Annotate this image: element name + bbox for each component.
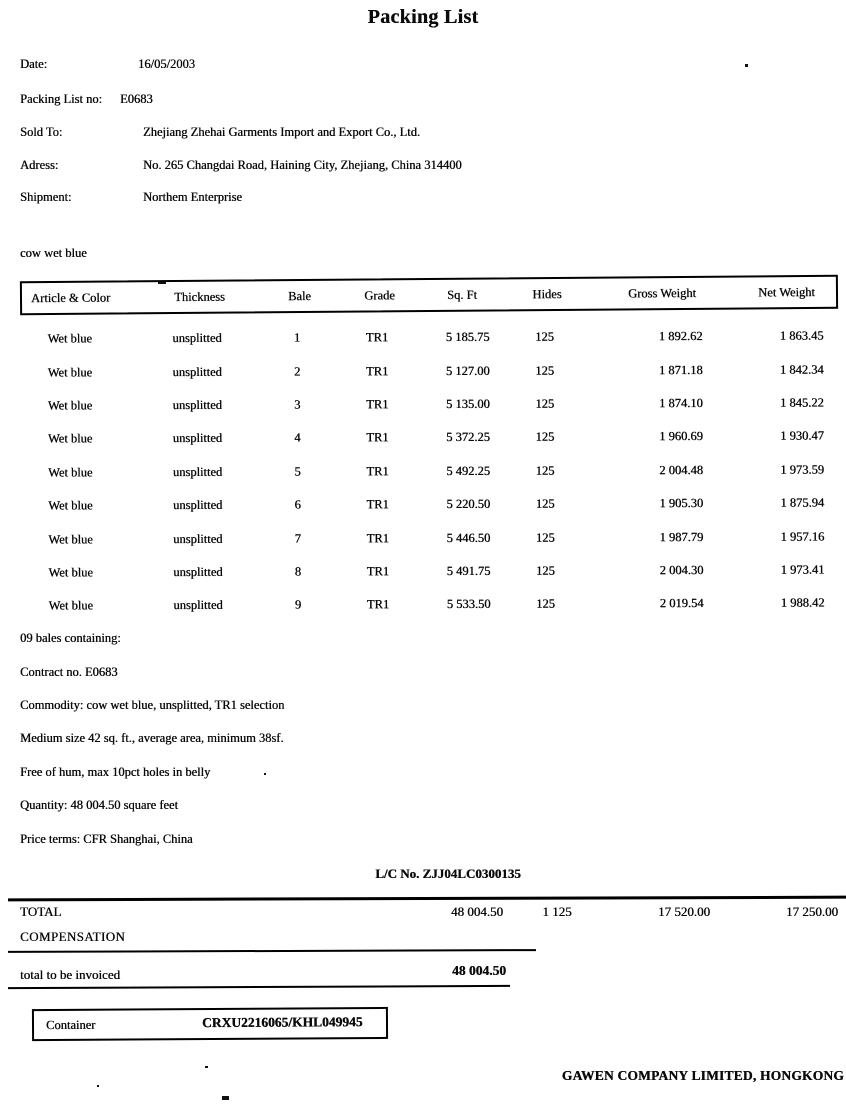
- cell-hides: 125: [535, 363, 555, 378]
- note-line: 09 bales containing:: [20, 631, 121, 646]
- cell-hides: 125: [535, 429, 555, 444]
- cell-sqft: 5 491.75: [446, 563, 491, 578]
- cell-sqft: 5 372.25: [446, 430, 490, 445]
- col-gross-weight: Gross Weight: [627, 285, 696, 300]
- cell-gross-weight: 1 905.30: [659, 496, 704, 511]
- scan-speck: [222, 1096, 229, 1100]
- cell-article: Wet blue: [47, 465, 93, 480]
- note-line: Free of hum, max 10pct holes in belly: [20, 764, 211, 779]
- cell-hides: 125: [535, 496, 555, 511]
- total-rule: [8, 896, 846, 902]
- container-number: CRXU2216065/KHL049945: [201, 1014, 363, 1031]
- cell-bale: 5: [294, 464, 301, 479]
- cell-sqft: 5 492.25: [446, 463, 491, 478]
- cell-grade: TR1: [366, 564, 390, 579]
- address-value: No. 265 Changdai Road, Haining City, Zhejiang, China 314400: [143, 158, 462, 172]
- table-row: [19, 319, 837, 356]
- cell-grade: TR1: [366, 497, 389, 512]
- col-article-color: Article & Color: [30, 290, 111, 305]
- total-hides: 1 125: [542, 904, 572, 919]
- cell-bale: 4: [294, 430, 301, 445]
- sold-to-value: Zhejiang Zhehai Garments Import and Export Co., Ltd.: [143, 125, 421, 139]
- cell-net-weight: 1 988.42: [780, 595, 825, 610]
- scan-speck: [97, 1085, 99, 1087]
- cell-sqft: 5 185.75: [445, 329, 490, 345]
- table-body: [19, 319, 838, 623]
- cell-gross-weight: 2 019.54: [659, 596, 704, 611]
- container-box: [32, 1007, 388, 1041]
- cell-sqft: 5 135.00: [445, 396, 490, 411]
- cell-article: Wet blue: [47, 331, 92, 346]
- cell-bale: 6: [294, 497, 301, 512]
- table-row: [20, 453, 838, 490]
- cell-thickness: unsplitted: [172, 397, 222, 412]
- table-row: [20, 553, 838, 590]
- cell-article: Wet blue: [47, 364, 93, 380]
- col-bale: Bale: [287, 288, 312, 303]
- col-thickness: Thickness: [174, 289, 225, 304]
- cell-thickness: unsplitted: [172, 464, 223, 479]
- cell-article: Wet blue: [47, 398, 93, 413]
- total-sqft: 48 004.50: [451, 904, 503, 919]
- cell-thickness: unsplitted: [172, 497, 223, 513]
- scan-speck: [205, 1066, 208, 1068]
- note-line: Contract no. E0683: [20, 664, 118, 679]
- cell-gross-weight: 1 871.18: [658, 362, 703, 377]
- scan-speck: [158, 282, 166, 284]
- cell-thickness: unsplitted: [173, 564, 223, 579]
- cell-gross-weight: 2 004.30: [659, 562, 704, 578]
- note-line: Quantity: 48 004.50 square feet: [20, 798, 178, 813]
- cell-thickness: unsplitted: [172, 330, 222, 346]
- total-gross: 17 520.00: [658, 904, 710, 919]
- cell-gross-weight: 1 987.79: [659, 529, 704, 544]
- cell-net-weight: 1 863.45: [779, 328, 824, 343]
- note-line: Price terms: CFR Shanghai, China: [20, 831, 193, 846]
- table-row: [20, 486, 838, 523]
- page-title: Packing List: [367, 6, 479, 28]
- cell-bale: 1: [293, 330, 301, 345]
- compensation-rule: [8, 949, 536, 953]
- scan-speck: [745, 64, 748, 67]
- note-line: Commodity: cow wet blue, unsplitted, TR1 selection: [20, 697, 285, 712]
- cell-thickness: unsplitted: [172, 364, 222, 379]
- address-label: Adress:: [20, 158, 59, 172]
- cell-article: Wet blue: [47, 431, 93, 446]
- table-header: [20, 275, 838, 315]
- cell-hides: 125: [535, 530, 555, 545]
- shipment-value: Northem Enterprise: [143, 190, 242, 204]
- cell-bale: 9: [294, 597, 302, 612]
- cell-bale: 8: [294, 564, 302, 579]
- cell-sqft: 5 127.00: [445, 363, 490, 378]
- total-net: 17 250.00: [786, 904, 838, 919]
- cell-grade: TR1: [366, 397, 389, 412]
- cell-grade: TR1: [365, 330, 389, 345]
- scan-speck: [264, 773, 266, 775]
- cell-article: Wet blue: [48, 498, 93, 513]
- cell-net-weight: 1 842.34: [779, 362, 824, 377]
- cell-hides: 125: [535, 396, 555, 411]
- cell-article: Wet blue: [48, 531, 93, 546]
- invoiced-rule: [8, 985, 510, 989]
- cell-hides: 125: [535, 329, 554, 344]
- cell-bale: 2: [293, 364, 301, 379]
- cell-sqft: 5 533.50: [446, 597, 491, 612]
- cell-grade: TR1: [366, 597, 390, 612]
- commodity-section-label: cow wet blue: [20, 246, 87, 260]
- cell-grade: TR1: [366, 463, 389, 478]
- compensation-label: COMPENSATION: [20, 929, 126, 944]
- total-invoiced-value: 48 004.50: [452, 963, 506, 978]
- table-row: [20, 420, 838, 457]
- table-row: [20, 587, 838, 624]
- table-row: [20, 386, 838, 423]
- packing-list-no-value: E0683: [120, 92, 153, 106]
- cell-grade: TR1: [366, 430, 389, 445]
- note-line: Medium size 42 sq. ft., average area, minimum 38sf.: [20, 731, 284, 746]
- cell-thickness: unsplitted: [172, 431, 223, 446]
- cell-net-weight: 1 845.22: [779, 395, 824, 410]
- table-row: [20, 353, 838, 390]
- col-grade: Grade: [364, 287, 395, 303]
- cell-gross-weight: 1 960.69: [659, 429, 703, 444]
- cell-grade: TR1: [365, 363, 389, 378]
- packing-list-no-label: Packing List no:: [20, 92, 102, 106]
- cell-gross-weight: 1 892.62: [658, 329, 703, 344]
- cell-hides: 125: [536, 596, 555, 611]
- cell-bale: 7: [294, 531, 301, 546]
- table-row: [20, 520, 838, 557]
- totals-row: [20, 904, 838, 920]
- total-label: TOTAL: [20, 904, 62, 919]
- cell-net-weight: 1 973.59: [780, 462, 825, 477]
- total-invoiced-label: total to be invoiced: [20, 967, 121, 982]
- cell-net-weight: 1 930.47: [780, 428, 824, 444]
- company-signature: GAWEN COMPANY LIMITED, HONGKONG: [561, 1068, 844, 1083]
- cell-net-weight: 1 973.41: [780, 562, 825, 577]
- cell-net-weight: 1 875.94: [780, 495, 825, 510]
- cell-thickness: unsplitted: [173, 598, 223, 613]
- cell-article: Wet blue: [48, 565, 93, 580]
- col-sqft: Sq. Ft: [446, 287, 477, 302]
- cell-gross-weight: 2 004.48: [659, 462, 704, 477]
- col-hides: Hides: [532, 286, 562, 301]
- cell-net-weight: 1 957.16: [780, 529, 825, 544]
- cell-hides: 125: [535, 563, 555, 578]
- cell-hides: 125: [535, 463, 555, 478]
- cell-sqft: 5 446.50: [446, 530, 491, 545]
- cell-article: Wet blue: [48, 598, 94, 613]
- container-label: Container: [45, 1017, 96, 1033]
- date-label: Date:: [20, 57, 48, 71]
- lc-number-line: L/C No. ZJJ04LC0300135: [375, 866, 521, 881]
- notes-block: [20, 622, 284, 856]
- sold-to-label: Sold To:: [20, 125, 63, 139]
- col-net-weight: Net Weight: [758, 284, 815, 299]
- date-value: 16/05/2003: [138, 57, 195, 71]
- cell-grade: TR1: [366, 530, 389, 545]
- cell-gross-weight: 1 874.10: [658, 395, 703, 411]
- cell-bale: 3: [294, 397, 301, 412]
- shipment-label: Shipment:: [20, 190, 72, 204]
- cell-sqft: 5 220.50: [446, 496, 491, 512]
- cell-thickness: unsplitted: [173, 531, 223, 546]
